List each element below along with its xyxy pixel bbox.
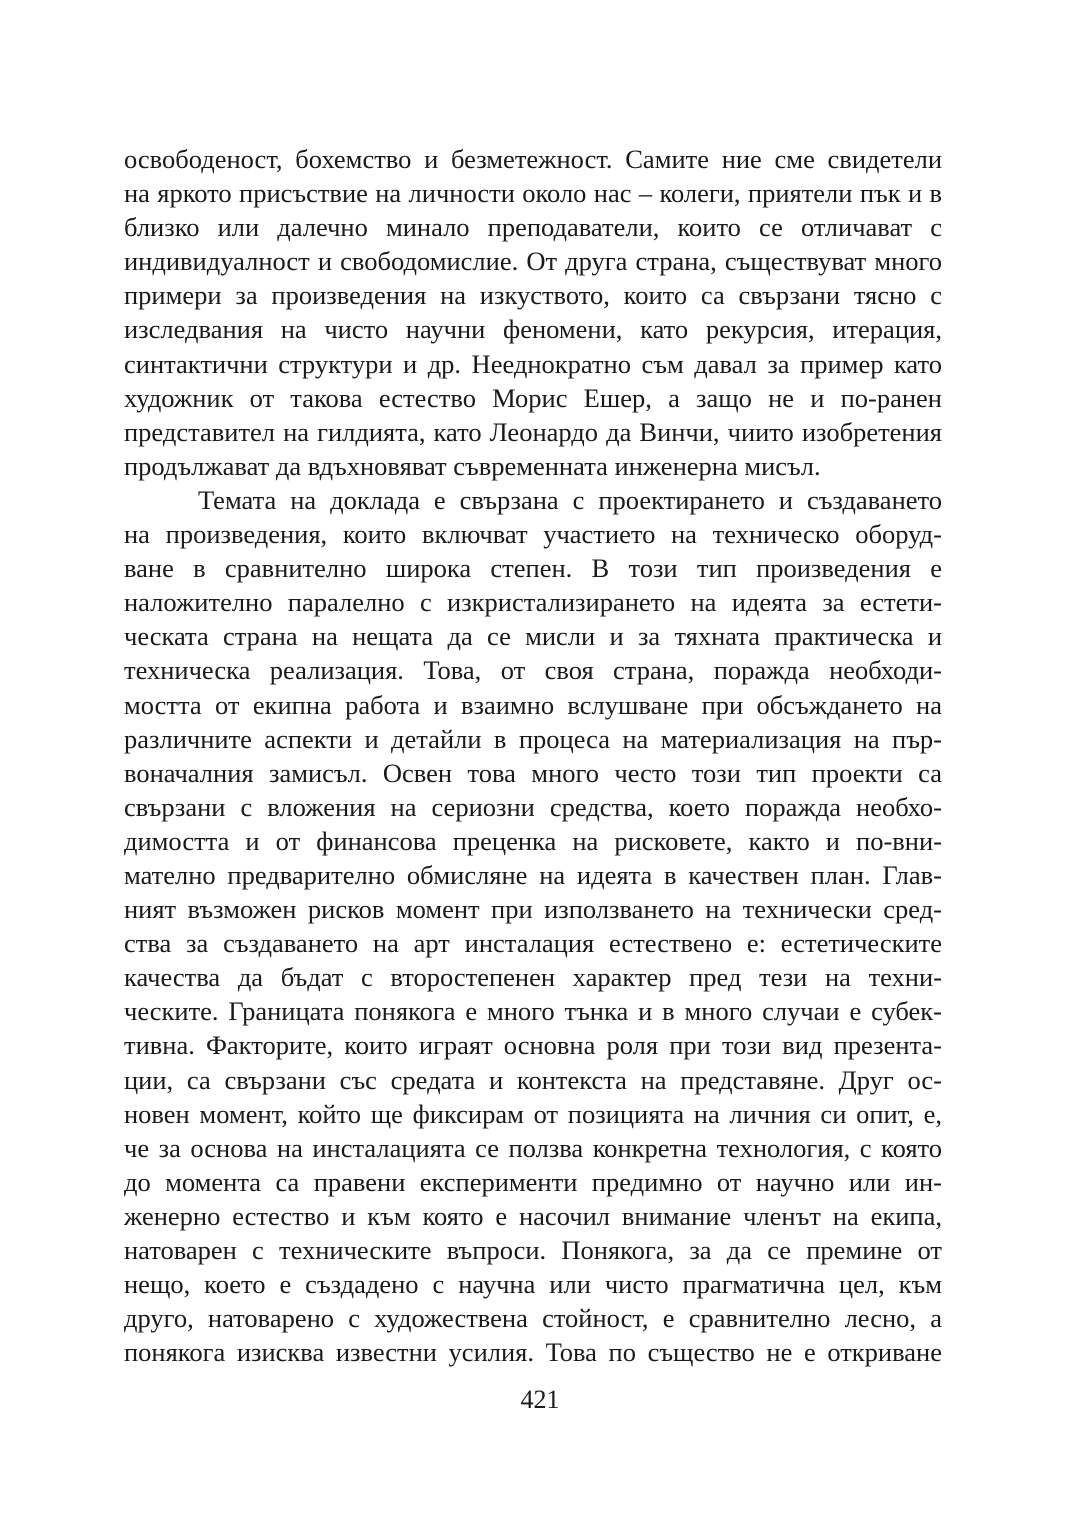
text-line: примери за произведения на изкуството, които са свързани тясно с: [124, 280, 942, 311]
text-line: ческата страна на нещата да се мисли и за тяхната практическа и: [124, 621, 942, 652]
text-line: мателно предварително обмисляне на идеята в качествен план. Глав-: [124, 859, 942, 890]
text-line: Темата на доклада е свързана с проектирането и създаването: [198, 484, 942, 515]
text-line: техническа реализация. Това, от своя страна, поражда необходи-: [124, 655, 942, 686]
text-line: мостта от екипна работа и взаимно вслушване при обсъждането на: [124, 689, 942, 720]
text-line: ства за създаването на арт инсталация естествено е: естетическите: [124, 928, 942, 959]
text-line: нещо, което е създадено с научна или чисто прагматична цел, към: [124, 1269, 942, 1300]
text-line: воначалния замисъл. Освен това много често този тип проекти са: [124, 757, 942, 788]
text-line: близко или далечно минало преподаватели, които се отличават с: [124, 212, 942, 243]
text-line: тивна. Факторите, които играят основна роля при този вид презента-: [124, 1030, 942, 1061]
text-line: изследвания на чисто научни феномени, като рекурсия, итерация,: [124, 314, 942, 345]
text-line: художник от такова естество Морис Ешер, а защо не и по-ранен: [124, 382, 942, 413]
text-line: освободеност, бохемство и безметежност. Самите ние сме свидетели: [124, 144, 942, 174]
text-line: до момента са правени експерименти предимно от научно или ин-: [124, 1166, 942, 1197]
text-line: синтактични структури и др. Нееднократно съм давал за пример като: [124, 348, 942, 379]
text-line: свързани с вложения на сериозни средства, което поражда необхо-: [124, 791, 942, 822]
text-line: различните аспекти и детайли в процеса на материализация на пър-: [124, 723, 942, 754]
text-line: понякога изисква известни усилия. Това по същество не е откриване: [124, 1337, 942, 1368]
text-line: качества да бъдат с второстепенен характер пред тези на техни-: [124, 962, 942, 993]
body-text: [124, 142, 942, 1369]
text-line: продължават да вдъхновяват съвременната инженерна мисъл.: [124, 450, 821, 481]
text-line: наложително паралелно с изкристализирането на идеята за естети-: [124, 587, 942, 618]
text-line: друго, натоварено с художествена стойност, е сравнително лесно, а: [124, 1303, 942, 1334]
text-line: женерно естество и към която е насочил внимание членът на екипа,: [124, 1200, 942, 1231]
text-line: ческите. Границата понякога е много тънка и в много случаи е субек-: [124, 996, 942, 1027]
text-line: ване в сравнително широка степен. В този тип произведения е: [124, 553, 942, 584]
text-line: димостта и от финансова преценка на рисковете, както и по-вни-: [124, 825, 942, 856]
text-line: представител на гилдията, като Леонардо да Винчи, чиито изобретения: [124, 416, 942, 447]
text-line: на произведения, които включват участието на техническо оборуд-: [124, 519, 942, 550]
text-line: ции, са свързани със средата и контекста на представяне. Друг ос-: [124, 1064, 942, 1095]
text-line: ният възможен рисков момент при използването на технически сред-: [124, 894, 942, 925]
text-line: новен момент, който ще фиксирам от позицията на личния си опит, е,: [124, 1098, 942, 1129]
text-line: натоварен с техническите въпроси. Понякога, за да се премине от: [124, 1235, 942, 1265]
page-number: 421: [520, 1385, 560, 1414]
text-line: че за основа на инсталацията се ползва конкретна технология, с която: [124, 1132, 942, 1163]
text-line: на яркото присъствие на личности около нас – колеги, приятели пък и в: [124, 178, 942, 209]
text-line: индивидуалност и свободомислие. От друга страна, съществуват много: [124, 246, 942, 277]
